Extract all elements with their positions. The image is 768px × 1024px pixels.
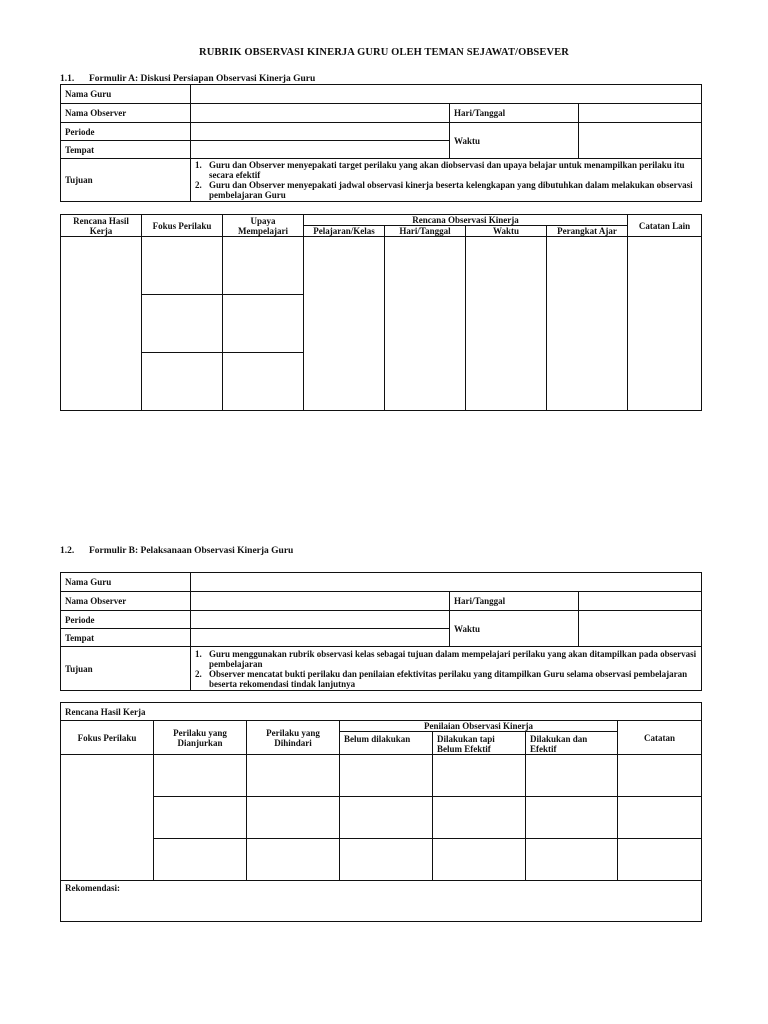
cell-catatan[interactable] bbox=[618, 755, 702, 797]
cell-fokus-perilaku[interactable] bbox=[142, 237, 223, 295]
tujuan-item: 1. Guru dan Observer menyepakati target perilaku yang akan diobservasi dan upaya belajar untuk menampilkan perilaku itu secara efektif bbox=[195, 160, 685, 180]
header-dilakukan-belum-efektif: Dilakukan tapi Belum Efektif bbox=[433, 732, 526, 755]
cell-catatan[interactable] bbox=[618, 797, 702, 839]
tujuan-item: 2. Observer mencatat bukti perilaku dan penilaian efektivitas perilaku yang ditampilkan Guru selama observasi pembelajaran beserta rekomendasi tindak lanjutnya bbox=[195, 668, 688, 689]
cell-belum-dilakukan[interactable] bbox=[340, 755, 433, 797]
header-penilaian: Penilaian Observasi Kinerja bbox=[340, 721, 618, 732]
cell-dilakukan-belum-efektif[interactable] bbox=[433, 797, 526, 839]
cell-fokus-perilaku[interactable] bbox=[61, 755, 154, 881]
cell-upaya-mempelajari[interactable] bbox=[223, 353, 304, 411]
cell-pelajaran-kelas[interactable] bbox=[304, 237, 385, 411]
tujuan-list bbox=[195, 649, 697, 689]
header-dilakukan-efektif: Dilakukan dan Efektif bbox=[526, 732, 618, 755]
header-catatan-lain: Catatan Lain bbox=[628, 215, 702, 237]
cell-dilakukan-efektif[interactable] bbox=[526, 797, 618, 839]
cell-dilakukan-efektif[interactable] bbox=[526, 839, 618, 881]
page-title: RUBRIK OBSERVASI KINERJA GURU OLEH TEMAN SEJAWAT/OBSEVER bbox=[199, 47, 569, 58]
rekomendasi-field[interactable] bbox=[61, 881, 702, 922]
tujuan-list bbox=[195, 160, 697, 200]
header-pelajaran-kelas: Pelajaran/Kelas bbox=[304, 226, 385, 237]
header-rencana-observasi: Rencana Observasi Kinerja bbox=[304, 215, 628, 226]
form-b-heading bbox=[60, 546, 293, 556]
cell-fokus-perilaku[interactable] bbox=[142, 295, 223, 353]
cell-upaya-mempelajari[interactable] bbox=[223, 237, 304, 295]
cell-hari-tanggal[interactable] bbox=[385, 237, 466, 411]
form-a-heading bbox=[60, 74, 315, 84]
label-tujuan: Tujuan bbox=[61, 159, 191, 202]
tujuan-item: 2. Guru dan Observer menyepakati jadwal observasi kinerja beserta kelengkapan yang dibutuhkan dalam melakukan observasi pembelajaran Guru bbox=[195, 180, 693, 200]
label-tujuan: Tujuan bbox=[61, 647, 191, 691]
field-tempat[interactable] bbox=[191, 141, 450, 159]
cell-perilaku-dihindari[interactable] bbox=[247, 755, 340, 797]
field-waktu[interactable] bbox=[579, 123, 702, 159]
field-nama-guru[interactable] bbox=[191, 573, 702, 592]
tujuan-item: 1. Guru menggunakan rubrik observasi kelas sebagai tujuan dalam mempelajari perilaku yang akan ditampilkan pada observasi pembelajaran bbox=[195, 648, 697, 669]
header-catatan: Catatan bbox=[618, 721, 702, 755]
tujuan-list-cell bbox=[191, 647, 702, 691]
cell-perilaku-dihindari[interactable] bbox=[247, 839, 340, 881]
cell-upaya-mempelajari[interactable] bbox=[223, 295, 304, 353]
header-rencana-hasil-kerja: Rencana Hasil Kerja bbox=[61, 215, 142, 237]
header-perilaku-dianjurkan: Perilaku yang Dianjurkan bbox=[154, 721, 247, 755]
tujuan-list-cell bbox=[191, 159, 702, 202]
cell-dilakukan-belum-efektif[interactable] bbox=[433, 839, 526, 881]
header-perilaku-dihindari: Perilaku yang Dihindari bbox=[247, 721, 340, 755]
form-a-plan-table bbox=[60, 214, 702, 411]
cell-waktu[interactable] bbox=[466, 237, 547, 411]
label-periode: Periode bbox=[61, 611, 191, 629]
form-b-title: Formulir B: Pelaksanaan Observasi Kinerja Guru bbox=[89, 546, 294, 556]
cell-perilaku-dianjurkan[interactable] bbox=[154, 839, 247, 881]
header-perangkat-ajar: Perangkat Ajar bbox=[547, 226, 628, 237]
header-fokus-perilaku: Fokus Perilaku bbox=[142, 215, 223, 237]
cell-perilaku-dihindari[interactable] bbox=[247, 797, 340, 839]
label-periode: Periode bbox=[61, 123, 191, 141]
field-periode[interactable] bbox=[191, 611, 450, 629]
label-hari-tanggal: Hari/Tanggal bbox=[450, 592, 579, 611]
form-b-info-table bbox=[60, 572, 702, 691]
cell-perilaku-dianjurkan[interactable] bbox=[154, 797, 247, 839]
field-nama-observer[interactable] bbox=[191, 104, 450, 123]
header-fokus-perilaku: Fokus Perilaku bbox=[61, 721, 154, 755]
field-waktu[interactable] bbox=[579, 611, 702, 647]
label-nama-observer: Nama Observer bbox=[61, 104, 191, 123]
cell-dilakukan-efektif[interactable] bbox=[526, 755, 618, 797]
cell-perangkat-ajar[interactable] bbox=[547, 237, 628, 411]
form-a-info-table bbox=[60, 84, 702, 202]
field-nama-guru[interactable] bbox=[191, 85, 702, 104]
form-b-number: 1.2. bbox=[60, 546, 75, 556]
cell-rencana-hasil-kerja[interactable] bbox=[61, 237, 142, 411]
cell-catatan[interactable] bbox=[618, 839, 702, 881]
header-belum-dilakukan: Belum dilakukan bbox=[340, 732, 433, 755]
cell-perilaku-dianjurkan[interactable] bbox=[154, 755, 247, 797]
label-hari-tanggal: Hari/Tanggal bbox=[450, 104, 579, 123]
label-nama-guru: Nama Guru bbox=[61, 573, 191, 592]
label-nama-guru: Nama Guru bbox=[61, 85, 191, 104]
header-waktu: Waktu bbox=[466, 226, 547, 237]
label-rekomendasi: Rekomendasi: bbox=[65, 883, 121, 893]
label-tempat: Tempat bbox=[61, 141, 191, 159]
field-periode[interactable] bbox=[191, 123, 450, 141]
cell-belum-dilakukan[interactable] bbox=[340, 797, 433, 839]
label-nama-observer: Nama Observer bbox=[61, 592, 191, 611]
field-hari-tanggal[interactable] bbox=[579, 592, 702, 611]
form-a-number: 1.1. bbox=[60, 74, 75, 84]
form-a-title: Formulir A: Diskusi Persiapan Observasi Kinerja Guru bbox=[89, 74, 316, 84]
cell-dilakukan-belum-efektif[interactable] bbox=[433, 755, 526, 797]
field-nama-observer[interactable] bbox=[191, 592, 450, 611]
cell-belum-dilakukan[interactable] bbox=[340, 839, 433, 881]
label-waktu: Waktu bbox=[450, 611, 579, 647]
cell-fokus-perilaku[interactable] bbox=[142, 353, 223, 411]
label-waktu: Waktu bbox=[450, 123, 579, 159]
field-hari-tanggal[interactable] bbox=[579, 104, 702, 123]
label-rencana-hasil-kerja: Rencana Hasil Kerja bbox=[61, 703, 702, 721]
cell-catatan-lain[interactable] bbox=[628, 237, 702, 411]
header-upaya-mempelajari: Upaya Mempelajari bbox=[223, 215, 304, 237]
form-b-eval-table bbox=[60, 702, 702, 922]
field-tempat[interactable] bbox=[191, 629, 450, 647]
label-tempat: Tempat bbox=[61, 629, 191, 647]
header-hari-tanggal: Hari/Tanggal bbox=[385, 226, 466, 237]
